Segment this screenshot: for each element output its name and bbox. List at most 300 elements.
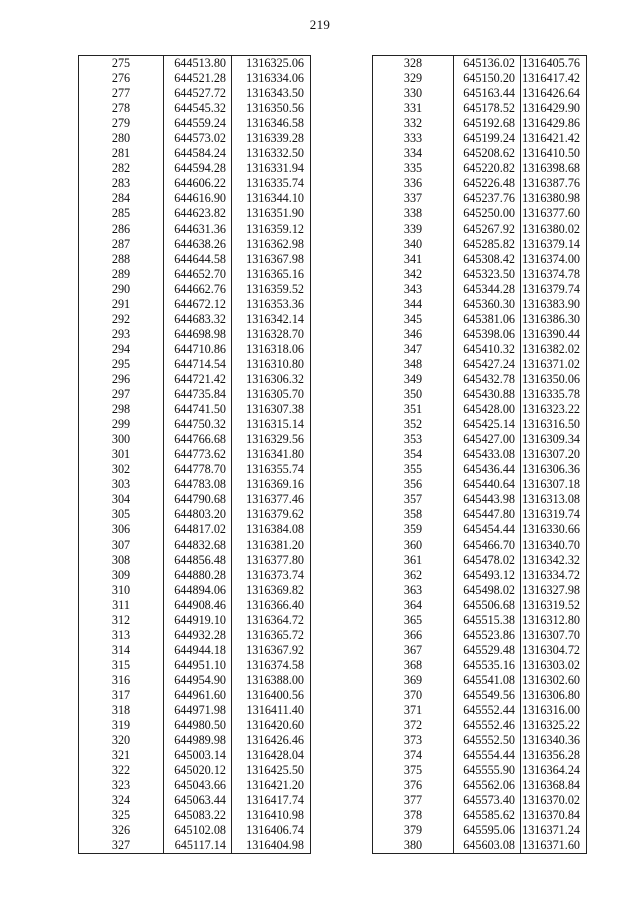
point-number-cell: 310 xyxy=(79,583,164,598)
point-number-cell: 374 xyxy=(373,748,454,763)
point-number-cell: 316 xyxy=(79,673,164,688)
table-row xyxy=(79,598,311,613)
x-coordinate-cell: 645003.14 xyxy=(164,748,232,763)
y-coordinate-cell: 1316410.98 xyxy=(232,808,311,823)
x-coordinate-cell: 645220.82 xyxy=(454,161,521,176)
y-coordinate-cell: 1316380.98 xyxy=(521,191,587,206)
x-coordinate-cell: 644721.42 xyxy=(164,372,232,387)
y-coordinate-cell: 1316404.98 xyxy=(232,838,311,854)
table-row xyxy=(373,823,587,838)
table-row xyxy=(79,176,311,191)
x-coordinate-cell: 644631.36 xyxy=(164,222,232,237)
x-coordinate-cell: 644750.32 xyxy=(164,417,232,432)
y-coordinate-cell: 1316319.74 xyxy=(521,507,587,522)
table-row xyxy=(373,176,587,191)
y-coordinate-cell: 1316390.44 xyxy=(521,327,587,342)
table-row xyxy=(373,357,587,372)
point-number-cell: 287 xyxy=(79,237,164,252)
table-row xyxy=(79,733,311,748)
y-coordinate-cell: 1316380.02 xyxy=(521,222,587,237)
table-row xyxy=(79,703,311,718)
y-coordinate-cell: 1316410.50 xyxy=(521,146,587,161)
point-number-cell: 370 xyxy=(373,688,454,703)
y-coordinate-cell: 1316379.14 xyxy=(521,237,587,252)
x-coordinate-cell: 644856.48 xyxy=(164,553,232,568)
y-coordinate-cell: 1316417.74 xyxy=(232,793,311,808)
y-coordinate-cell: 1316373.74 xyxy=(232,568,311,583)
x-coordinate-cell: 644527.72 xyxy=(164,86,232,101)
x-coordinate-cell: 644638.26 xyxy=(164,237,232,252)
point-number-cell: 276 xyxy=(79,71,164,86)
table-row xyxy=(79,56,311,72)
table-row xyxy=(79,252,311,267)
x-coordinate-cell: 645585.62 xyxy=(454,808,521,823)
x-coordinate-cell: 645117.14 xyxy=(164,838,232,854)
table-row xyxy=(373,282,587,297)
y-coordinate-cell: 1316388.00 xyxy=(232,673,311,688)
x-coordinate-cell: 644735.84 xyxy=(164,387,232,402)
table-row xyxy=(79,628,311,643)
table-row xyxy=(79,417,311,432)
point-number-cell: 285 xyxy=(79,206,164,221)
table-row xyxy=(79,462,311,477)
table-row xyxy=(79,86,311,101)
table-row xyxy=(79,643,311,658)
point-number-cell: 371 xyxy=(373,703,454,718)
y-coordinate-cell: 1316367.98 xyxy=(232,252,311,267)
x-coordinate-cell: 645208.62 xyxy=(454,146,521,161)
x-coordinate-cell: 644766.68 xyxy=(164,432,232,447)
table-row xyxy=(79,387,311,402)
table-row xyxy=(79,206,311,221)
y-coordinate-cell: 1316377.46 xyxy=(232,492,311,507)
x-coordinate-cell: 644894.06 xyxy=(164,583,232,598)
x-coordinate-cell: 644908.46 xyxy=(164,598,232,613)
point-number-cell: 280 xyxy=(79,131,164,146)
point-number-cell: 278 xyxy=(79,101,164,116)
y-coordinate-cell: 1316340.36 xyxy=(521,733,587,748)
x-coordinate-cell: 644594.28 xyxy=(164,161,232,176)
table-row xyxy=(373,778,587,793)
point-number-cell: 375 xyxy=(373,763,454,778)
point-number-cell: 328 xyxy=(373,56,454,72)
y-coordinate-cell: 1316351.90 xyxy=(232,206,311,221)
point-number-cell: 291 xyxy=(79,297,164,312)
y-coordinate-cell: 1316406.74 xyxy=(232,823,311,838)
table-row xyxy=(373,56,587,72)
y-coordinate-cell: 1316426.64 xyxy=(521,86,587,101)
x-coordinate-cell: 645595.06 xyxy=(454,823,521,838)
x-coordinate-cell: 645552.50 xyxy=(454,733,521,748)
x-coordinate-cell: 645323.50 xyxy=(454,267,521,282)
point-number-cell: 348 xyxy=(373,357,454,372)
table-row xyxy=(373,387,587,402)
table-row xyxy=(79,191,311,206)
y-coordinate-cell: 1316384.08 xyxy=(232,522,311,537)
y-coordinate-cell: 1316367.92 xyxy=(232,643,311,658)
point-number-cell: 292 xyxy=(79,312,164,327)
y-coordinate-cell: 1316428.04 xyxy=(232,748,311,763)
x-coordinate-cell: 645308.42 xyxy=(454,252,521,267)
table-row xyxy=(79,146,311,161)
table-row xyxy=(79,778,311,793)
table-row xyxy=(79,161,311,176)
point-number-cell: 318 xyxy=(79,703,164,718)
x-coordinate-cell: 645552.46 xyxy=(454,718,521,733)
table-row xyxy=(79,432,311,447)
x-coordinate-cell: 645466.70 xyxy=(454,538,521,553)
point-number-cell: 279 xyxy=(79,116,164,131)
x-coordinate-cell: 644817.02 xyxy=(164,522,232,537)
table-row xyxy=(79,131,311,146)
point-number-cell: 363 xyxy=(373,583,454,598)
x-coordinate-cell: 645478.02 xyxy=(454,553,521,568)
x-coordinate-cell: 644832.68 xyxy=(164,538,232,553)
x-coordinate-cell: 645523.86 xyxy=(454,628,521,643)
x-coordinate-cell: 645552.44 xyxy=(454,703,521,718)
y-coordinate-cell: 1316346.58 xyxy=(232,116,311,131)
table-row xyxy=(79,507,311,522)
x-coordinate-cell: 644698.98 xyxy=(164,327,232,342)
table-row xyxy=(79,222,311,237)
table-row xyxy=(373,643,587,658)
table-row xyxy=(373,222,587,237)
point-number-cell: 340 xyxy=(373,237,454,252)
point-number-cell: 345 xyxy=(373,312,454,327)
x-coordinate-cell: 645493.12 xyxy=(454,568,521,583)
point-number-cell: 325 xyxy=(79,808,164,823)
x-coordinate-cell: 644932.28 xyxy=(164,628,232,643)
point-number-cell: 322 xyxy=(79,763,164,778)
point-number-cell: 326 xyxy=(79,823,164,838)
y-coordinate-cell: 1316306.32 xyxy=(232,372,311,387)
y-coordinate-cell: 1316325.06 xyxy=(232,56,311,72)
x-coordinate-cell: 644961.60 xyxy=(164,688,232,703)
table-row xyxy=(373,267,587,282)
table-row xyxy=(79,477,311,492)
x-coordinate-cell: 645136.02 xyxy=(454,56,521,72)
x-coordinate-cell: 645199.24 xyxy=(454,131,521,146)
point-number-cell: 362 xyxy=(373,568,454,583)
x-coordinate-cell: 645237.76 xyxy=(454,191,521,206)
x-coordinate-cell: 644513.80 xyxy=(164,56,232,72)
point-number-cell: 281 xyxy=(79,146,164,161)
y-coordinate-cell: 1316383.90 xyxy=(521,297,587,312)
x-coordinate-cell: 645250.00 xyxy=(454,206,521,221)
x-coordinate-cell: 644980.50 xyxy=(164,718,232,733)
y-coordinate-cell: 1316302.60 xyxy=(521,673,587,688)
point-number-cell: 312 xyxy=(79,613,164,628)
table-row xyxy=(373,462,587,477)
y-coordinate-cell: 1316323.22 xyxy=(521,402,587,417)
point-number-cell: 311 xyxy=(79,598,164,613)
point-number-cell: 304 xyxy=(79,492,164,507)
point-number-cell: 369 xyxy=(373,673,454,688)
y-coordinate-cell: 1316309.34 xyxy=(521,432,587,447)
x-coordinate-cell: 644672.12 xyxy=(164,297,232,312)
x-coordinate-cell: 645425.14 xyxy=(454,417,521,432)
y-coordinate-cell: 1316374.58 xyxy=(232,658,311,673)
y-coordinate-cell: 1316319.52 xyxy=(521,598,587,613)
table-row xyxy=(373,432,587,447)
table-row xyxy=(373,492,587,507)
table-row xyxy=(79,447,311,462)
x-coordinate-cell: 645410.32 xyxy=(454,342,521,357)
y-coordinate-cell: 1316339.28 xyxy=(232,131,311,146)
x-coordinate-cell: 645529.48 xyxy=(454,643,521,658)
table-row xyxy=(79,583,311,598)
y-coordinate-cell: 1316331.94 xyxy=(232,161,311,176)
point-number-cell: 334 xyxy=(373,146,454,161)
x-coordinate-cell: 645555.90 xyxy=(454,763,521,778)
x-coordinate-cell: 644971.98 xyxy=(164,703,232,718)
point-number-cell: 377 xyxy=(373,793,454,808)
x-coordinate-cell: 645541.08 xyxy=(454,673,521,688)
y-coordinate-cell: 1316364.72 xyxy=(232,613,311,628)
table-row xyxy=(79,357,311,372)
table-row xyxy=(79,568,311,583)
point-number-cell: 359 xyxy=(373,522,454,537)
table-row xyxy=(373,116,587,131)
table-row xyxy=(373,252,587,267)
table-row xyxy=(373,793,587,808)
point-number-cell: 347 xyxy=(373,342,454,357)
table-row xyxy=(373,658,587,673)
table-row xyxy=(373,507,587,522)
y-coordinate-cell: 1316371.60 xyxy=(521,838,587,854)
table-row xyxy=(373,763,587,778)
y-coordinate-cell: 1316305.70 xyxy=(232,387,311,402)
point-number-cell: 295 xyxy=(79,357,164,372)
point-number-cell: 277 xyxy=(79,86,164,101)
table-row xyxy=(373,417,587,432)
point-number-cell: 378 xyxy=(373,808,454,823)
y-coordinate-cell: 1316370.02 xyxy=(521,793,587,808)
table-row xyxy=(373,131,587,146)
table-row xyxy=(79,327,311,342)
point-number-cell: 283 xyxy=(79,176,164,191)
table-row xyxy=(373,86,587,101)
table-row xyxy=(79,538,311,553)
x-coordinate-cell: 644783.08 xyxy=(164,477,232,492)
x-coordinate-cell: 645398.06 xyxy=(454,327,521,342)
x-coordinate-cell: 644545.32 xyxy=(164,101,232,116)
table-row xyxy=(79,808,311,823)
x-coordinate-cell: 645603.08 xyxy=(454,838,521,854)
x-coordinate-cell: 644773.62 xyxy=(164,447,232,462)
point-number-cell: 315 xyxy=(79,658,164,673)
point-number-cell: 293 xyxy=(79,327,164,342)
table-row xyxy=(79,342,311,357)
point-number-cell: 284 xyxy=(79,191,164,206)
point-number-cell: 336 xyxy=(373,176,454,191)
y-coordinate-cell: 1316306.36 xyxy=(521,462,587,477)
point-number-cell: 339 xyxy=(373,222,454,237)
x-coordinate-cell: 644951.10 xyxy=(164,658,232,673)
x-coordinate-cell: 645285.82 xyxy=(454,237,521,252)
y-coordinate-cell: 1316400.56 xyxy=(232,688,311,703)
x-coordinate-cell: 645163.44 xyxy=(454,86,521,101)
point-number-cell: 360 xyxy=(373,538,454,553)
x-coordinate-cell: 644623.82 xyxy=(164,206,232,221)
table-row xyxy=(79,522,311,537)
y-coordinate-cell: 1316307.18 xyxy=(521,477,587,492)
point-number-cell: 349 xyxy=(373,372,454,387)
y-coordinate-cell: 1316420.60 xyxy=(232,718,311,733)
x-coordinate-cell: 645344.28 xyxy=(454,282,521,297)
table-row xyxy=(373,522,587,537)
y-coordinate-cell: 1316318.06 xyxy=(232,342,311,357)
table-row xyxy=(79,838,311,854)
x-coordinate-cell: 645178.52 xyxy=(454,101,521,116)
x-coordinate-cell: 644989.98 xyxy=(164,733,232,748)
x-coordinate-cell: 644644.58 xyxy=(164,252,232,267)
y-coordinate-cell: 1316343.50 xyxy=(232,86,311,101)
point-number-cell: 335 xyxy=(373,161,454,176)
point-number-cell: 297 xyxy=(79,387,164,402)
y-coordinate-cell: 1316371.02 xyxy=(521,357,587,372)
x-coordinate-cell: 645506.68 xyxy=(454,598,521,613)
y-coordinate-cell: 1316417.42 xyxy=(521,71,587,86)
x-coordinate-cell: 645043.66 xyxy=(164,778,232,793)
y-coordinate-cell: 1316342.32 xyxy=(521,553,587,568)
point-number-cell: 319 xyxy=(79,718,164,733)
point-number-cell: 351 xyxy=(373,402,454,417)
x-coordinate-cell: 645226.48 xyxy=(454,176,521,191)
y-coordinate-cell: 1316353.36 xyxy=(232,297,311,312)
point-number-cell: 346 xyxy=(373,327,454,342)
y-coordinate-cell: 1316370.84 xyxy=(521,808,587,823)
table-row xyxy=(79,613,311,628)
x-coordinate-cell: 644584.24 xyxy=(164,146,232,161)
x-coordinate-cell: 644880.28 xyxy=(164,568,232,583)
y-coordinate-cell: 1316369.16 xyxy=(232,477,311,492)
y-coordinate-cell: 1316325.22 xyxy=(521,718,587,733)
table-row xyxy=(373,342,587,357)
table-row xyxy=(79,312,311,327)
x-coordinate-cell: 645549.56 xyxy=(454,688,521,703)
y-coordinate-cell: 1316341.80 xyxy=(232,447,311,462)
y-coordinate-cell: 1316366.40 xyxy=(232,598,311,613)
y-coordinate-cell: 1316350.56 xyxy=(232,101,311,116)
y-coordinate-cell: 1316382.02 xyxy=(521,342,587,357)
y-coordinate-cell: 1316335.78 xyxy=(521,387,587,402)
table-row xyxy=(373,808,587,823)
x-coordinate-cell: 644778.70 xyxy=(164,462,232,477)
y-coordinate-cell: 1316310.80 xyxy=(232,357,311,372)
x-coordinate-cell: 645562.06 xyxy=(454,778,521,793)
y-coordinate-cell: 1316377.60 xyxy=(521,206,587,221)
point-number-cell: 307 xyxy=(79,538,164,553)
y-coordinate-cell: 1316398.68 xyxy=(521,161,587,176)
y-coordinate-cell: 1316364.24 xyxy=(521,763,587,778)
y-coordinate-cell: 1316303.02 xyxy=(521,658,587,673)
point-number-cell: 286 xyxy=(79,222,164,237)
y-coordinate-cell: 1316365.16 xyxy=(232,267,311,282)
table-row xyxy=(79,763,311,778)
y-coordinate-cell: 1316328.70 xyxy=(232,327,311,342)
point-number-cell: 368 xyxy=(373,658,454,673)
x-coordinate-cell: 644559.24 xyxy=(164,116,232,131)
point-number-cell: 341 xyxy=(373,252,454,267)
y-coordinate-cell: 1316371.24 xyxy=(521,823,587,838)
table-row xyxy=(373,583,587,598)
y-coordinate-cell: 1316429.86 xyxy=(521,116,587,131)
point-number-cell: 366 xyxy=(373,628,454,643)
table-row xyxy=(373,703,587,718)
x-coordinate-cell: 645192.68 xyxy=(454,116,521,131)
x-coordinate-cell: 644521.28 xyxy=(164,71,232,86)
table-row xyxy=(79,823,311,838)
coordinates-table-left xyxy=(78,55,311,854)
x-coordinate-cell: 645498.02 xyxy=(454,583,521,598)
x-coordinate-cell: 645063.44 xyxy=(164,793,232,808)
point-number-cell: 317 xyxy=(79,688,164,703)
point-number-cell: 354 xyxy=(373,447,454,462)
x-coordinate-cell: 645430.88 xyxy=(454,387,521,402)
table-row xyxy=(373,237,587,252)
point-number-cell: 367 xyxy=(373,643,454,658)
point-number-cell: 290 xyxy=(79,282,164,297)
x-coordinate-cell: 644662.76 xyxy=(164,282,232,297)
point-number-cell: 299 xyxy=(79,417,164,432)
point-number-cell: 353 xyxy=(373,432,454,447)
point-number-cell: 352 xyxy=(373,417,454,432)
point-number-cell: 376 xyxy=(373,778,454,793)
x-coordinate-cell: 645427.00 xyxy=(454,432,521,447)
y-coordinate-cell: 1316379.62 xyxy=(232,507,311,522)
table-row xyxy=(373,838,587,854)
table-row xyxy=(373,538,587,553)
y-coordinate-cell: 1316374.00 xyxy=(521,252,587,267)
table-row xyxy=(79,793,311,808)
point-number-cell: 343 xyxy=(373,282,454,297)
point-number-cell: 308 xyxy=(79,553,164,568)
table-row xyxy=(373,327,587,342)
point-number-cell: 333 xyxy=(373,131,454,146)
point-number-cell: 309 xyxy=(79,568,164,583)
y-coordinate-cell: 1316330.66 xyxy=(521,522,587,537)
point-number-cell: 338 xyxy=(373,206,454,221)
point-number-cell: 300 xyxy=(79,432,164,447)
x-coordinate-cell: 645454.44 xyxy=(454,522,521,537)
table-row xyxy=(79,658,311,673)
y-coordinate-cell: 1316387.76 xyxy=(521,176,587,191)
y-coordinate-cell: 1316356.28 xyxy=(521,748,587,763)
y-coordinate-cell: 1316421.42 xyxy=(521,131,587,146)
y-coordinate-cell: 1316315.14 xyxy=(232,417,311,432)
point-number-cell: 350 xyxy=(373,387,454,402)
x-coordinate-cell: 645535.16 xyxy=(454,658,521,673)
x-coordinate-cell: 645443.98 xyxy=(454,492,521,507)
table-row xyxy=(79,718,311,733)
y-coordinate-cell: 1316355.74 xyxy=(232,462,311,477)
point-number-cell: 365 xyxy=(373,613,454,628)
point-number-cell: 364 xyxy=(373,598,454,613)
table-row xyxy=(373,71,587,86)
y-coordinate-cell: 1316405.76 xyxy=(521,56,587,72)
point-number-cell: 313 xyxy=(79,628,164,643)
table-row xyxy=(79,116,311,131)
point-number-cell: 289 xyxy=(79,267,164,282)
y-coordinate-cell: 1316421.20 xyxy=(232,778,311,793)
table-row xyxy=(373,402,587,417)
coordinates-table-right xyxy=(372,55,587,854)
y-coordinate-cell: 1316340.70 xyxy=(521,538,587,553)
y-coordinate-cell: 1316334.72 xyxy=(521,568,587,583)
point-number-cell: 380 xyxy=(373,838,454,854)
x-coordinate-cell: 645427.24 xyxy=(454,357,521,372)
